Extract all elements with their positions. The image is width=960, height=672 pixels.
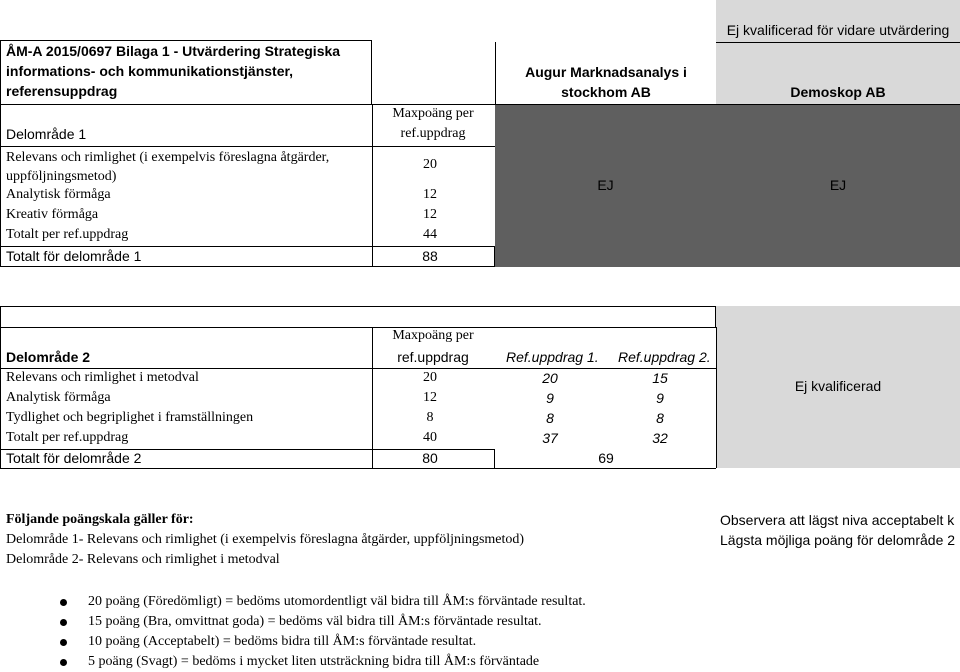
area1-row2-label: Analytisk förmåga xyxy=(6,187,111,202)
area2-row4-ref2: 32 xyxy=(652,430,668,446)
area2-total-value: 80 xyxy=(422,450,438,466)
area1-total-value: 88 xyxy=(422,248,438,264)
scale-line1: Delområde 1- Relevans och rimlighet (i exempelvis föreslagna åtgärder, uppföljningsmetod) xyxy=(6,532,525,547)
area2-row1-label: Relevans och rimlighet i metodval xyxy=(6,370,199,385)
scale-note1: Observera att lägst niva acceptabelt k xyxy=(720,512,955,528)
area2-vendor2-result: Ej kvalificerad xyxy=(794,378,882,394)
area2-total-label: Totalt för delområde 2 xyxy=(6,450,142,466)
area2-row3-label: Tydlighet och begriplighet i framställningen xyxy=(6,410,254,425)
vendor2-name: Demoskop AB xyxy=(790,84,886,100)
scale-note2: Lägsta möjliga poäng för delområde 2 xyxy=(720,532,956,548)
area2-ref1-header: Ref.uppdrag 1. xyxy=(506,349,599,365)
area2-spacer-row xyxy=(0,306,716,327)
area1-header-rule xyxy=(0,146,495,147)
area1-row1-label-line1: Relevans och rimlighet (i exempelvis föreslagna åtgärder, xyxy=(6,150,330,165)
area1-row3-max: 12 xyxy=(423,207,437,222)
area2-row1-max: 20 xyxy=(423,370,437,385)
area1-row4-max: 44 xyxy=(423,227,437,242)
bullet-dot-icon xyxy=(60,619,67,626)
disqualified-banner: Ej kvalificerad för vidare utvärdering xyxy=(726,22,950,38)
vendor1-name-line2: stockhom AB xyxy=(561,84,651,100)
area2-total-score: 69 xyxy=(598,450,614,466)
area2-row2-ref1: 9 xyxy=(546,390,554,406)
vendor1-name-line1: Augur Marknadsanalys i xyxy=(525,64,687,80)
area2-row1-ref1: 20 xyxy=(542,370,558,386)
area2-header-rule xyxy=(0,368,716,369)
area2-row3-max: 8 xyxy=(426,410,434,425)
area2-row4-max: 40 xyxy=(423,430,437,445)
area2-row3-ref2: 8 xyxy=(656,410,664,426)
area2-row3-ref1: 8 xyxy=(546,410,554,426)
area1-row2-max: 12 xyxy=(423,187,437,202)
area2-row1-ref2: 15 xyxy=(652,370,668,386)
area2-row4-ref1: 37 xyxy=(542,430,558,446)
area2-row2-label: Analytisk förmåga xyxy=(6,390,111,405)
document-title-line3: referensuppdrag xyxy=(6,83,118,99)
scale-bullet-item: 5 poäng (Svagt) = bedöms i mycket liten utsträckning bidra till ÅM:s förväntade xyxy=(60,652,586,672)
area2-row4-label: Totalt per ref.uppdrag xyxy=(6,430,129,445)
area1-row1-label-line2: uppföljningsmetod) xyxy=(6,169,117,184)
scale-bullet-item: 20 poäng (Föredömligt) = bedöms utomordentligt väl bidra till ÅM:s förväntade resultat. xyxy=(60,592,586,612)
area2-row2-max: 12 xyxy=(423,390,437,405)
area1-vendor2-result: EJ xyxy=(829,177,847,193)
area1-max-header-line2: ref.uppdrag xyxy=(400,126,466,141)
area1-max-header-line1: Maxpoäng per xyxy=(392,106,474,121)
area2-bottom-rule xyxy=(495,468,716,469)
bullet-dot-icon xyxy=(60,639,67,646)
area1-heading: Delområde 1 xyxy=(6,126,87,142)
area2-max-header-line1: Maxpoäng per xyxy=(392,328,474,343)
scale-line2: Delområde 2- Relevans och rimlighet i metodval xyxy=(6,552,280,567)
area1-row3-label: Kreativ förmåga xyxy=(6,207,99,222)
scale-bullet-item: 10 poäng (Acceptabelt) = bedöms bidra till ÅM:s förväntade resultat. xyxy=(60,632,586,652)
banner-divider xyxy=(716,42,960,43)
area2-header-rule-top xyxy=(0,327,716,328)
scale-bullet-item: 15 poäng (Bra, omvittnat goda) = bedöms väl bidra till ÅM:s förväntade resultat. xyxy=(60,612,586,632)
document-title-line1: ÅM-A 2015/0697 Bilaga 1 - Utvärdering Strategiska xyxy=(6,43,341,59)
area2-left-border xyxy=(0,327,1,449)
area1-total-label: Totalt för delområde 1 xyxy=(6,248,142,264)
area2-row2-ref2: 9 xyxy=(656,390,664,406)
scale-heading: Följande poängskala gäller för: xyxy=(6,512,194,527)
area1-vendor1-result: EJ xyxy=(597,177,614,193)
area1-row4-label: Totalt per ref.uppdrag xyxy=(6,227,129,242)
bullet-dot-icon xyxy=(60,599,67,606)
scale-bullet-list xyxy=(60,592,586,672)
area2-max-header-line2: ref.uppdrag xyxy=(397,349,469,365)
area1-row1-max: 20 xyxy=(423,157,437,172)
area2-ref2-header: Ref.uppdrag 2. xyxy=(618,349,711,365)
document-title-line2: informations- och kommunikationstjänster, xyxy=(6,63,294,79)
area1-left-border xyxy=(0,104,1,246)
area2-heading: Delområde 2 xyxy=(6,349,91,365)
area2-right-border xyxy=(716,327,717,468)
bullet-dot-icon xyxy=(60,659,67,666)
